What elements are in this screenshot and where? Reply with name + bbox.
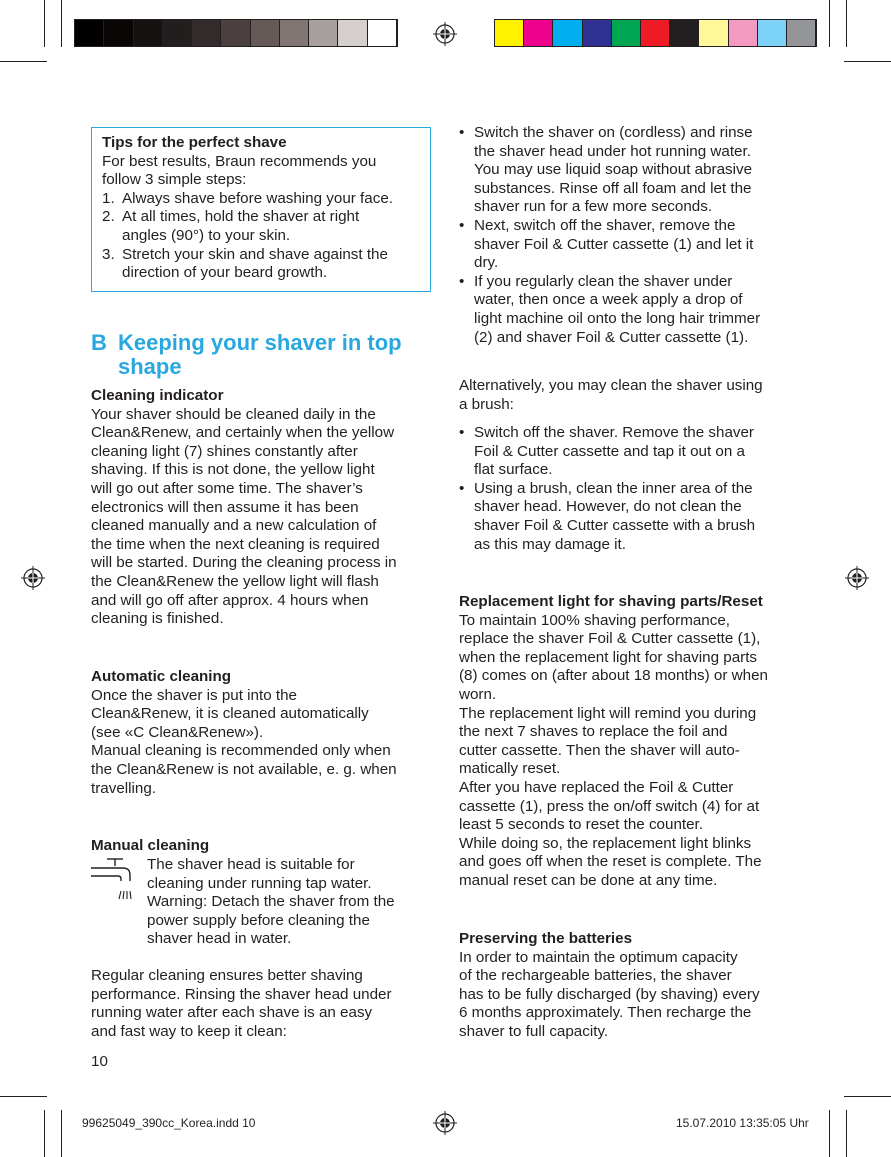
text-line: shaver to full capacity. [459, 1022, 609, 1040]
automatic-cleaning-section [91, 668, 436, 798]
text-line: will be started. During the cleaning process in [91, 554, 397, 572]
text-line: The shaver head is suitable for [147, 856, 355, 873]
section-heading [91, 331, 431, 379]
replacement-section [459, 593, 809, 891]
text-line: If you regularly clean the shaver under [474, 272, 733, 290]
text-line: flat surface. [474, 461, 553, 479]
text-line: Clean&Renew, and certainly when the yellow [91, 424, 395, 442]
gray-swatch [309, 20, 338, 46]
slug-filename: 99625049_390cc_Korea.indd 10 [82, 1116, 256, 1130]
text-line: the next 7 shaves to replace the foil and [459, 723, 728, 741]
crop-mark [846, 1110, 847, 1157]
text-line: travelling. [91, 779, 156, 797]
text-line: least 5 seconds to reset the counter. [459, 816, 703, 834]
text-line: the Clean&Renew is not available, e. g. when [91, 760, 397, 778]
text-line: Next, switch off the shaver, remove the [474, 216, 736, 234]
text-line: the shaver head under hot running water. [474, 142, 751, 160]
gray-swatch [104, 20, 133, 46]
color-swatch [787, 20, 816, 46]
text-line: Your shaver should be cleaned daily in the [91, 405, 376, 423]
text-line: the Clean&Renew the yellow light will flash [91, 572, 379, 590]
text-line: and goes off when the reset is complete. The [459, 853, 762, 871]
text-line: shaver run for a few more seconds. [474, 198, 713, 216]
text-line: After you have replaced the Foil & Cutter [459, 778, 734, 796]
registration-mark-icon [21, 566, 45, 590]
text-line: While doing so, the replacement light blinks [459, 834, 752, 852]
color-swatch [699, 20, 728, 46]
bullet-icon: • [459, 479, 465, 497]
registration-mark-icon [845, 566, 869, 590]
text-line: substances. Rinse off all foam and let the [474, 179, 752, 197]
gray-swatch [163, 20, 192, 46]
text-line: and fast way to keep it clean: [91, 1022, 287, 1040]
text-line: as this may damage it. [474, 535, 626, 553]
color-swatch [583, 20, 612, 46]
text-line: replace the shaver Foil & Cutter cassette (1), [459, 630, 761, 648]
automatic-cleaning-heading: Automatic cleaning [91, 668, 232, 685]
gray-swatch [338, 20, 367, 46]
text-line: shaver head. However, do not clean the [474, 498, 742, 516]
text-line: Switch the shaver on (cordless) and rinse [474, 124, 753, 141]
list-item [459, 217, 804, 273]
text-line: performance. Rinsing the shaver head under [91, 985, 392, 1003]
text-line: To maintain 100% shaving performance, [459, 611, 730, 629]
crop-mark [844, 61, 891, 62]
section-title-line: Keeping your shaver in top [118, 330, 402, 355]
page-number: 10 [91, 1053, 108, 1070]
text-line: Warning: Detach the shaver from the [147, 893, 395, 911]
color-swatch [729, 20, 758, 46]
list-item [459, 424, 804, 480]
text-line: cleaning is finished. [91, 610, 224, 628]
crop-mark [44, 0, 45, 47]
text-line: Using a brush, clean the inner area of the [474, 479, 753, 497]
list-item [459, 124, 804, 217]
color-swatch [758, 20, 787, 46]
text-line: will go out after some time. The shaver’s [91, 479, 363, 497]
bullet-icon: • [459, 424, 465, 441]
text-line: manual reset can be done at any time. [459, 871, 718, 889]
batteries-section [459, 930, 804, 1042]
text-line: (2) and shaver Foil & Cutter cassette (1). [474, 328, 749, 346]
manual-cleaning-text [91, 967, 436, 1041]
gray-swatch [134, 20, 163, 46]
text-line: Foil & Cutter cassette and tap it out on a [474, 442, 745, 460]
text-line: Manual cleaning is recommended only when [91, 742, 391, 760]
text-line: Once the shaver is put into the [91, 686, 297, 704]
color-swatch [495, 20, 524, 46]
registration-mark-icon [433, 1111, 457, 1135]
tips-step: 3. Stretch your skin and shave against the direction of your beard growth. [102, 245, 388, 282]
cleaning-indicator-heading: Cleaning indicator [91, 387, 224, 404]
text-line: shaver head in water. [147, 930, 292, 948]
color-swatch [670, 20, 699, 46]
color-swatch [641, 20, 670, 46]
text-line: water, then once a week apply a drop of [474, 291, 743, 309]
gray-swatch [368, 20, 397, 46]
crop-mark [61, 0, 62, 47]
section-title-line: shape [118, 354, 182, 379]
text-line: shaver Foil & Cutter cassette with a brush [474, 516, 756, 534]
crop-mark [0, 1096, 47, 1097]
crop-mark [44, 1110, 45, 1157]
replacement-text [459, 612, 809, 891]
text-line: running water after each shave is an easy [91, 1004, 373, 1022]
text-line: (8) comes on (after about 18 months) or when [459, 667, 768, 685]
replacement-heading: Replacement light for shaving parts/Reset [459, 593, 763, 610]
manual-cleaning-icon-text [147, 856, 437, 949]
bullet-icon: • [459, 216, 465, 234]
text-line: matically reset. [459, 760, 561, 778]
brush-intro [459, 377, 804, 414]
text-line: Switch off the shaver. Remove the shaver [474, 424, 754, 441]
text-line: You may use liquid soap without abrasive [474, 161, 753, 179]
text-line: cleaned manually and a new calculation of [91, 517, 377, 535]
text-line: dry. [474, 254, 499, 272]
text-line: Clean&Renew, it is cleaned automatically [91, 705, 369, 723]
text-line: of the rechargeable batteries, the shaver [459, 967, 732, 985]
registration-mark-icon [433, 22, 457, 46]
text-line: electronics will then assume it has been [91, 498, 359, 516]
bullet-icon: • [459, 272, 465, 290]
crop-mark [844, 1096, 891, 1097]
text-line: Regular cleaning ensures better shaving [91, 967, 363, 984]
list-item [459, 273, 804, 347]
text-line: (see «C Clean&Renew»). [91, 723, 264, 741]
gray-swatch [192, 20, 221, 46]
tips-content [102, 134, 427, 283]
tips-intro-line: follow 3 simple steps: [102, 171, 247, 189]
text-line: The replacement light will remind you during [459, 704, 757, 722]
automatic-cleaning-text [91, 687, 436, 799]
crop-mark [829, 0, 830, 47]
text-line: a brush: [459, 395, 514, 413]
batteries-heading: Preserving the batteries [459, 930, 633, 947]
crop-mark [829, 1110, 830, 1157]
crop-mark [846, 0, 847, 47]
slug-date: 15.07.2010 13:35:05 Uhr [676, 1116, 809, 1130]
crop-mark [0, 61, 47, 62]
grayscale-bar [74, 19, 398, 47]
bullet-icon: • [459, 124, 465, 141]
tips-title: Tips for the perfect shave [102, 134, 287, 151]
cleaning-indicator-text [91, 406, 436, 629]
color-bar [494, 19, 817, 47]
right-bullets-1 [459, 124, 804, 347]
text-line: the time when the next cleaning is required [91, 535, 380, 553]
manual-cleaning-heading: Manual cleaning [91, 837, 210, 854]
gray-swatch [251, 20, 280, 46]
text-line: shaver Foil & Cutter cassette (1) and let it [474, 235, 754, 253]
text-line: cutter cassette. Then the shaver will auto- [459, 741, 740, 759]
text-line: power supply before cleaning the [147, 911, 370, 929]
text-line: when the replacement light for shaving parts [459, 648, 758, 666]
crop-mark [61, 1110, 62, 1157]
list-item [459, 480, 804, 554]
text-line: worn. [459, 685, 497, 703]
text-line: cassette (1), press the on/off switch (4) for at [459, 797, 760, 815]
section-letter: B [91, 330, 107, 355]
color-swatch [612, 20, 641, 46]
color-swatch [553, 20, 582, 46]
water-tap-icon [90, 857, 138, 903]
cleaning-indicator-section [91, 387, 436, 629]
tips-intro-line: For best results, Braun recommends you [102, 152, 377, 170]
text-line: cleaning light (7) shines constantly after [91, 442, 358, 460]
text-line: Alternatively, you may clean the shaver using [459, 377, 763, 394]
text-line: cleaning under running tap water. [147, 874, 372, 892]
batteries-text [459, 949, 804, 1042]
text-line: 6 months approximately. Then recharge the [459, 1004, 752, 1022]
text-line: and will go off after approx. 4 hours when [91, 591, 369, 609]
tips-step: 2. At all times, hold the shaver at right angles (90°) to your skin. [102, 208, 360, 244]
color-swatch [524, 20, 553, 46]
gray-swatch [75, 20, 104, 46]
text-line: has to be fully discharged (by shaving) every [459, 985, 760, 1003]
text-line: shaving. If this is not done, the yellow light [91, 461, 375, 479]
tips-step: 1. Always shave before washing your face. [102, 189, 393, 207]
right-bullets-2 [459, 424, 804, 554]
text-line: In order to maintain the optimum capacity [459, 948, 738, 966]
text-line: light machine oil onto the long hair trimmer [474, 309, 761, 327]
gray-swatch [280, 20, 309, 46]
gray-swatch [221, 20, 250, 46]
